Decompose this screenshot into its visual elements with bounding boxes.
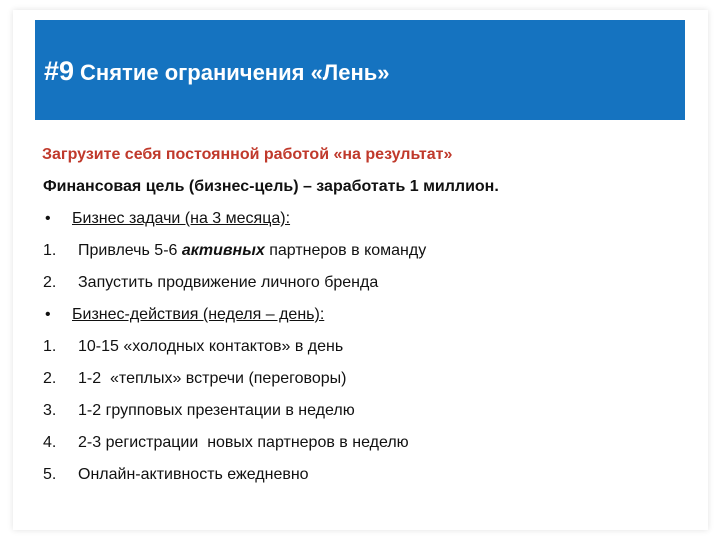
list-number: 2. <box>43 274 57 291</box>
section-heading-actions: Бизнес-действия (неделя – день): <box>72 306 325 323</box>
list-number: 2. <box>43 370 57 387</box>
list-number: 1. <box>43 242 57 259</box>
list-item-text: 10-15 «холодных контактов» в день <box>78 338 344 355</box>
list-item <box>43 238 683 270</box>
bullet-marker: • <box>45 210 51 227</box>
list-item-text <box>78 238 426 264</box>
list-item-text: 1-2 групповых презентации в неделю <box>78 402 355 419</box>
slide-title <box>44 56 390 87</box>
list-number: 5. <box>43 466 57 483</box>
section-business-tasks <box>43 206 683 238</box>
section-business-actions <box>43 302 683 334</box>
title-text: Снятие ограничения «Лень» <box>80 60 390 85</box>
list-number: 4. <box>43 434 57 451</box>
title-number: #9 <box>44 56 75 86</box>
list-item-text-part: Привлечь 5-6 <box>78 242 182 259</box>
list-item-text: Запустить продвижение личного бренда <box>78 274 379 291</box>
list-number: 1. <box>43 338 57 355</box>
list-item <box>43 334 683 366</box>
list-item <box>43 366 683 398</box>
financial-goal: Финансовая цель (бизнес-цель) – заработать 1 миллион. <box>43 178 499 195</box>
section-heading-tasks: Бизнес задачи (на 3 месяца): <box>72 210 291 227</box>
slide-subtitle: Загрузите себя постоянной работой «на результат» <box>42 146 453 163</box>
list-number: 3. <box>43 402 57 419</box>
list-item <box>43 462 683 494</box>
list-item <box>43 398 683 430</box>
list-item-text: Онлайн-активность ежедневно <box>78 466 309 483</box>
bullet-marker: • <box>45 306 51 323</box>
emphasized-word: активных <box>181 242 265 259</box>
list-item-text-part: партнеров в команду <box>264 242 427 259</box>
slide-body <box>43 174 683 494</box>
list-item-text: 2-3 регистрации новых партнеров в неделю <box>78 434 409 451</box>
list-item-text: 1-2 «теплых» встречи (переговоры) <box>78 370 347 387</box>
list-item <box>43 430 683 462</box>
list-item <box>43 270 683 302</box>
